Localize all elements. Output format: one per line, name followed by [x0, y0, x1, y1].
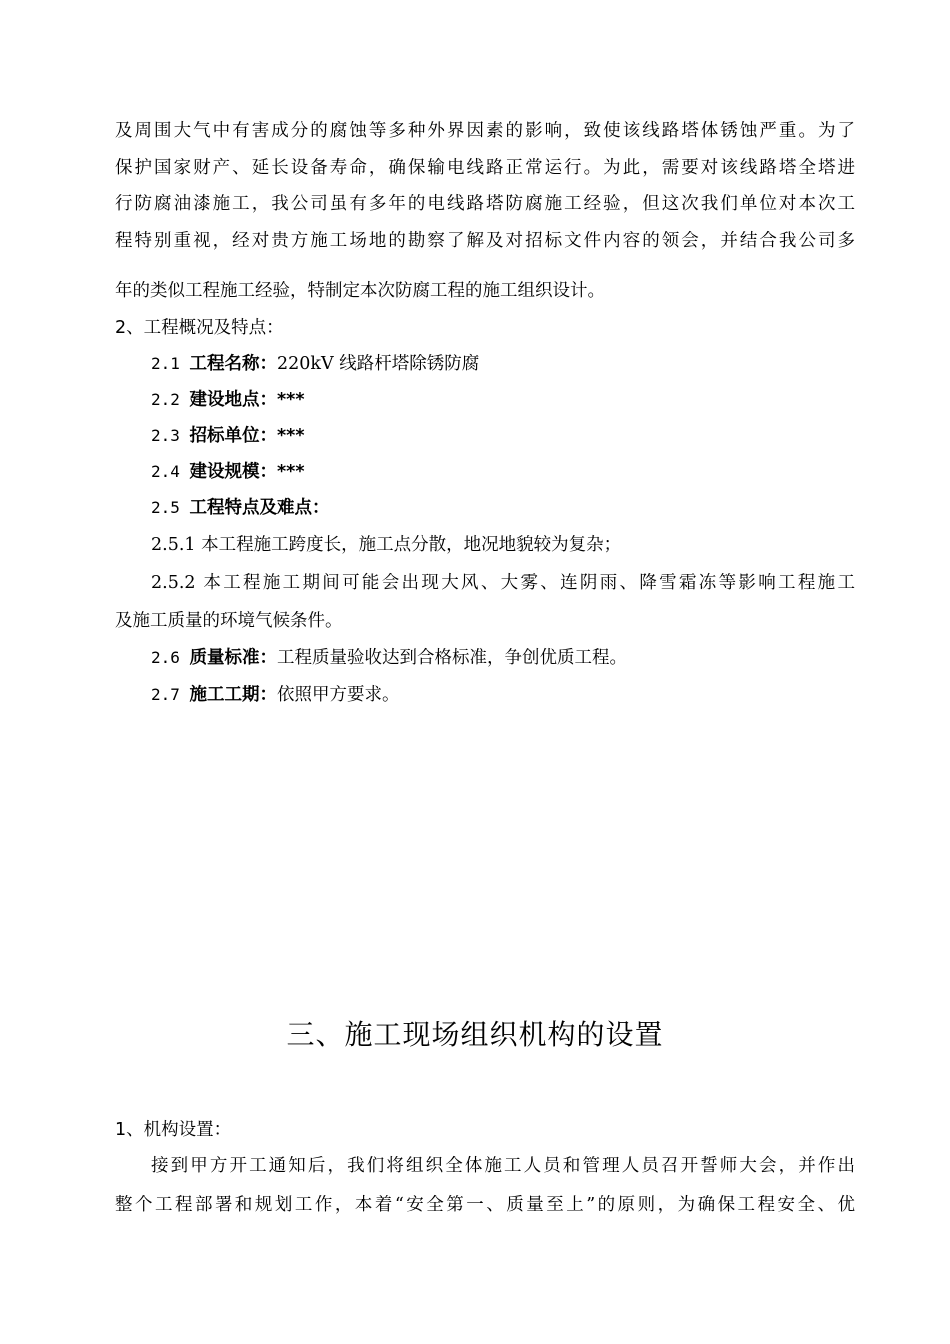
section2-heading: 2、工程概况及特点： [115, 318, 284, 338]
item-value: 220kV 线路杆塔除锈防腐 [277, 354, 480, 374]
project-item [151, 388, 305, 412]
item-value: *** [277, 462, 305, 482]
section3-subheading: 1、机构设置： [115, 1120, 232, 1140]
item-label: 招标单位： [189, 426, 278, 446]
intro-line: 程特别重视，经对贵方施工场地的勘察了解及对招标文件内容的领会，并结合我公司多 [115, 231, 855, 251]
item-value: *** [277, 390, 305, 410]
item-number: 2.2 [151, 390, 190, 409]
project-item [151, 646, 627, 670]
item-number: 2.1 [151, 354, 190, 373]
item-value: 工程质量验收达到合格标准，争创优质工程。 [277, 648, 628, 668]
item-label: 工程特点及难点： [189, 498, 330, 518]
project-item [151, 352, 479, 376]
section3-title: 三、施工现场组织机构的设置 [286, 1018, 664, 1051]
item-number: 2.7 [151, 685, 190, 704]
intro-line: 及周围大气中有害成分的腐蚀等多种外界因素的影响，致使该线路塔体锈蚀严重。为了 [115, 121, 855, 141]
project-item [151, 683, 400, 707]
sub-item: 2.5.2 本工程施工期间可能会出现大风、大雾、连阴雨、降雪霜冻等影响工程施工 [151, 573, 855, 593]
item-label: 建设规模： [189, 462, 278, 482]
intro-line: 年的类似工程施工经验，特制定本次防腐工程的施工组织设计。 [115, 281, 605, 301]
project-item [151, 424, 305, 448]
sub-item-continued: 及施工质量的环境气候条件。 [115, 611, 343, 631]
item-label: 质量标准： [189, 648, 278, 668]
item-value: 依照甲方要求。 [277, 685, 400, 705]
item-number: 2.5 [151, 498, 190, 517]
project-item [151, 460, 305, 484]
item-number: 2.3 [151, 426, 190, 445]
item-number: 2.6 [151, 648, 190, 667]
project-item [151, 496, 330, 520]
item-label: 建设地点： [189, 390, 278, 410]
section3-line: 整个工程部署和规划工作，本着“安全第一、质量至上”的原则，为确保工程安全、优 [115, 1195, 855, 1215]
intro-line: 保护国家财产、延长设备寿命，确保输电线路正常运行。为此，需要对该线路塔全塔进 [115, 158, 855, 178]
item-label: 施工工期： [189, 685, 278, 705]
item-value: *** [277, 426, 305, 446]
intro-line: 行防腐油漆施工，我公司虽有多年的电线路塔防腐施工经验，但这次我们单位对本次工 [115, 194, 855, 214]
item-number: 2.4 [151, 462, 190, 481]
section3-line: 接到甲方开工通知后，我们将组织全体施工人员和管理人员召开誓师大会，并作出 [151, 1156, 855, 1176]
item-label: 工程名称： [189, 354, 278, 374]
sub-item: 2.5.1 本工程施工跨度长，施工点分散，地况地貌较为复杂； [151, 535, 622, 555]
